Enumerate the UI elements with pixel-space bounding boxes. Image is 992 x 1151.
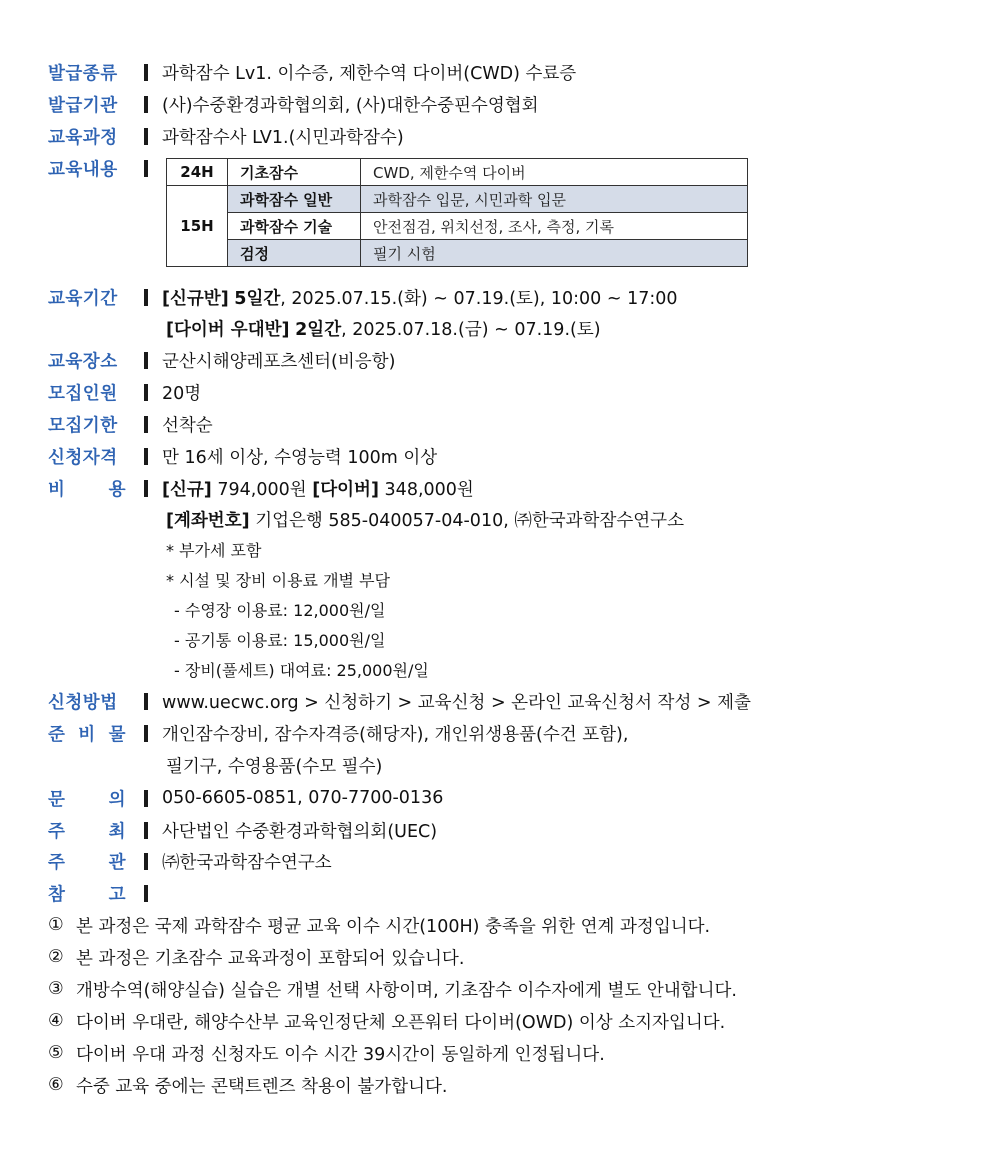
reference-note [48,1005,725,1037]
eligibility-row [48,440,972,472]
note-number: ④ [48,1011,64,1031]
table-row [167,186,748,213]
place-label: 교육장소 [48,351,118,372]
gear-fee: - 장비(풀세트) 대여료: 25,000원/일 [174,660,429,680]
inquiry-label [48,786,130,811]
label-bar [144,693,148,710]
period-new-dates: , 2025.07.15.(화) ~ 07.19.(토), 10:00 ~ 17:00 [280,288,678,309]
course-label: 교육과정 [48,127,118,148]
table-row [167,159,748,186]
category-cell: 과학잠수 기술 [228,213,361,240]
label-bar [144,160,148,177]
category-cell: 기초잠수 [228,159,361,186]
cost-row [48,472,972,504]
note-text: 개방수역(해양실습) 실습은 개별 선택 사항이며, 기초잠수 이수자에게 별도 안내합니다. [76,980,737,1001]
prep-line1: 개인잠수장비, 잠수자격증(해당자), 개인위생용품(수건 포함), [162,724,629,745]
host-value: 사단법인 수중환경과학협의회(UEC) [162,821,438,842]
reference-note [48,1037,605,1069]
label-bar [144,416,148,433]
inquiry-row [48,782,972,814]
period-new-tag: [신규반] [162,288,229,309]
hours-cell: 24H [167,159,228,186]
period-label: 교육기간 [48,288,118,309]
label-bar [144,384,148,401]
content-label: 교육내용 [48,159,118,180]
detail-cell: 필기 시험 [361,240,748,267]
reference-row [48,877,972,909]
label-bar [144,853,148,870]
prep-row [48,717,972,749]
host-label [48,818,130,843]
place-value: 군산시해양레포츠센터(비응항) [162,351,396,372]
category-cell: 과학잠수 일반 [228,186,361,213]
eligibility-value: 만 16세 이상, 수영능력 100m 이상 [162,447,438,468]
eligibility-label: 신청자격 [48,447,118,468]
reference-label-char: 참 [48,884,66,905]
capacity-row [48,376,972,408]
period-diver-days: 2일간 [295,319,342,340]
deadline-value: 선착순 [162,415,213,436]
cost-label-char: 용 [108,479,126,500]
content-row [48,152,162,184]
label-bar [144,885,148,902]
prep-label-char: 비 [78,724,96,745]
hours-cell: 15H [167,186,228,267]
host-label-char: 최 [108,821,126,842]
note-number: ③ [48,979,64,999]
note-number: ② [48,947,64,967]
apply-value: www.uecwc.org > 신청하기 > 교육신청 > 온라인 교육신청서 작성 > 제출 [162,692,751,713]
cost-diver-tag: [다이버] [312,479,379,500]
note-text: 본 과정은 국제 과학잠수 평균 교육 이수 시간(100H) 충족을 위한 연계 과정입니다. [76,916,711,937]
period-row [48,281,972,313]
reference-note [48,941,464,973]
issue-type-row [48,56,972,88]
pool-fee: - 수영장 이용료: 12,000원/일 [174,600,386,620]
note-text: 본 과정은 기초잠수 교육과정이 포함되어 있습니다. [76,948,465,969]
reference-label-char: 고 [108,884,126,905]
apply-row [48,685,972,717]
label-bar [144,790,148,807]
issuer-label: 발급기관 [48,95,118,116]
cost-diver-price: 348,000원 [384,479,474,500]
account-value: 기업은행 585-040057-04-010, ㈜한국과학잠수연구소 [255,510,684,531]
label-bar [144,128,148,145]
inquiry-value: 050-6605-0851, 070-7700-0136 [162,788,444,808]
place-row [48,344,972,376]
organizer-row [48,845,972,877]
label-bar [144,96,148,113]
note-number: ⑥ [48,1075,64,1095]
account-line [166,504,684,534]
inquiry-label-char: 의 [108,789,126,810]
period-diver-line [166,313,601,343]
reference-note [48,1069,447,1101]
note-text: 다이버 우대 과정 신청자도 이수 시간 39시간이 동일하게 인정됩니다. [76,1044,605,1065]
vat-note: * 부가세 포함 [166,540,262,560]
label-bar [144,64,148,81]
label-bar [144,448,148,465]
note-text: 수중 교육 중에는 콘택트렌즈 착용이 불가합니다. [76,1076,448,1097]
detail-cell: 안전점검, 위치선정, 조사, 측정, 기록 [361,213,748,240]
note-number: ⑤ [48,1043,64,1063]
detail-cell: 과학잠수 입문, 시민과학 입문 [361,186,748,213]
note-number: ① [48,915,64,935]
period-diver-tag: [다이버 우대반] [166,319,290,340]
account-tag: [계좌번호] [166,510,250,531]
reference-note [48,973,737,1005]
apply-label: 신청방법 [48,692,118,713]
organizer-label-char: 관 [108,852,126,873]
label-bar [144,725,148,742]
prep-label-char: 준 [48,724,66,745]
capacity-label: 모집인원 [48,383,118,404]
reference-label [48,881,130,906]
cost-label [48,476,130,501]
label-bar [144,289,148,306]
facility-note: * 시설 및 장비 이용료 개별 부담 [166,570,390,590]
inquiry-label-char: 문 [48,789,66,810]
table-row [167,213,748,240]
issuer-value: (사)수중환경과학협의회, (사)대한수중핀수영협회 [162,95,539,116]
label-bar [144,352,148,369]
prep-label-char: 물 [108,724,126,745]
capacity-value: 20명 [162,383,202,404]
cost-new-tag: [신규] [162,479,212,500]
detail-cell: CWD, 제한수역 다이버 [361,159,748,186]
issuer-row [48,88,972,120]
education-content-table [166,158,748,267]
label-bar [144,822,148,839]
category-cell: 검정 [228,240,361,267]
cost-new-price: 794,000원 [217,479,307,500]
reference-note [48,909,710,941]
course-row [48,120,972,152]
issue-type-value: 과학잠수 Lv1. 이수증, 제한수역 다이버(CWD) 수료증 [162,63,577,84]
deadline-row [48,408,972,440]
note-text: 다이버 우대란, 해양수산부 교육인정단체 오픈워터 다이버(OWD) 이상 소지자입니다. [76,1012,726,1033]
organizer-label-char: 주 [48,852,66,873]
table-row [167,240,748,267]
period-new-days: 5일간 [234,288,281,309]
course-value: 과학잠수사 LV1.(시민과학잠수) [162,127,404,148]
label-bar [144,480,148,497]
host-label-char: 주 [48,821,66,842]
prep-label [48,721,130,746]
host-row [48,814,972,846]
cost-label-char: 비 [48,479,66,500]
deadline-label: 모집기한 [48,415,118,436]
organizer-value: ㈜한국과학잠수연구소 [162,852,332,873]
tank-fee: - 공기통 이용료: 15,000원/일 [174,630,386,650]
period-diver-dates: , 2025.07.18.(금) ~ 07.19.(토) [341,319,601,340]
organizer-label [48,849,130,874]
prep-line2: 필기구, 수영용품(수모 필수) [166,756,383,777]
issue-type-label: 발급종류 [48,63,118,84]
